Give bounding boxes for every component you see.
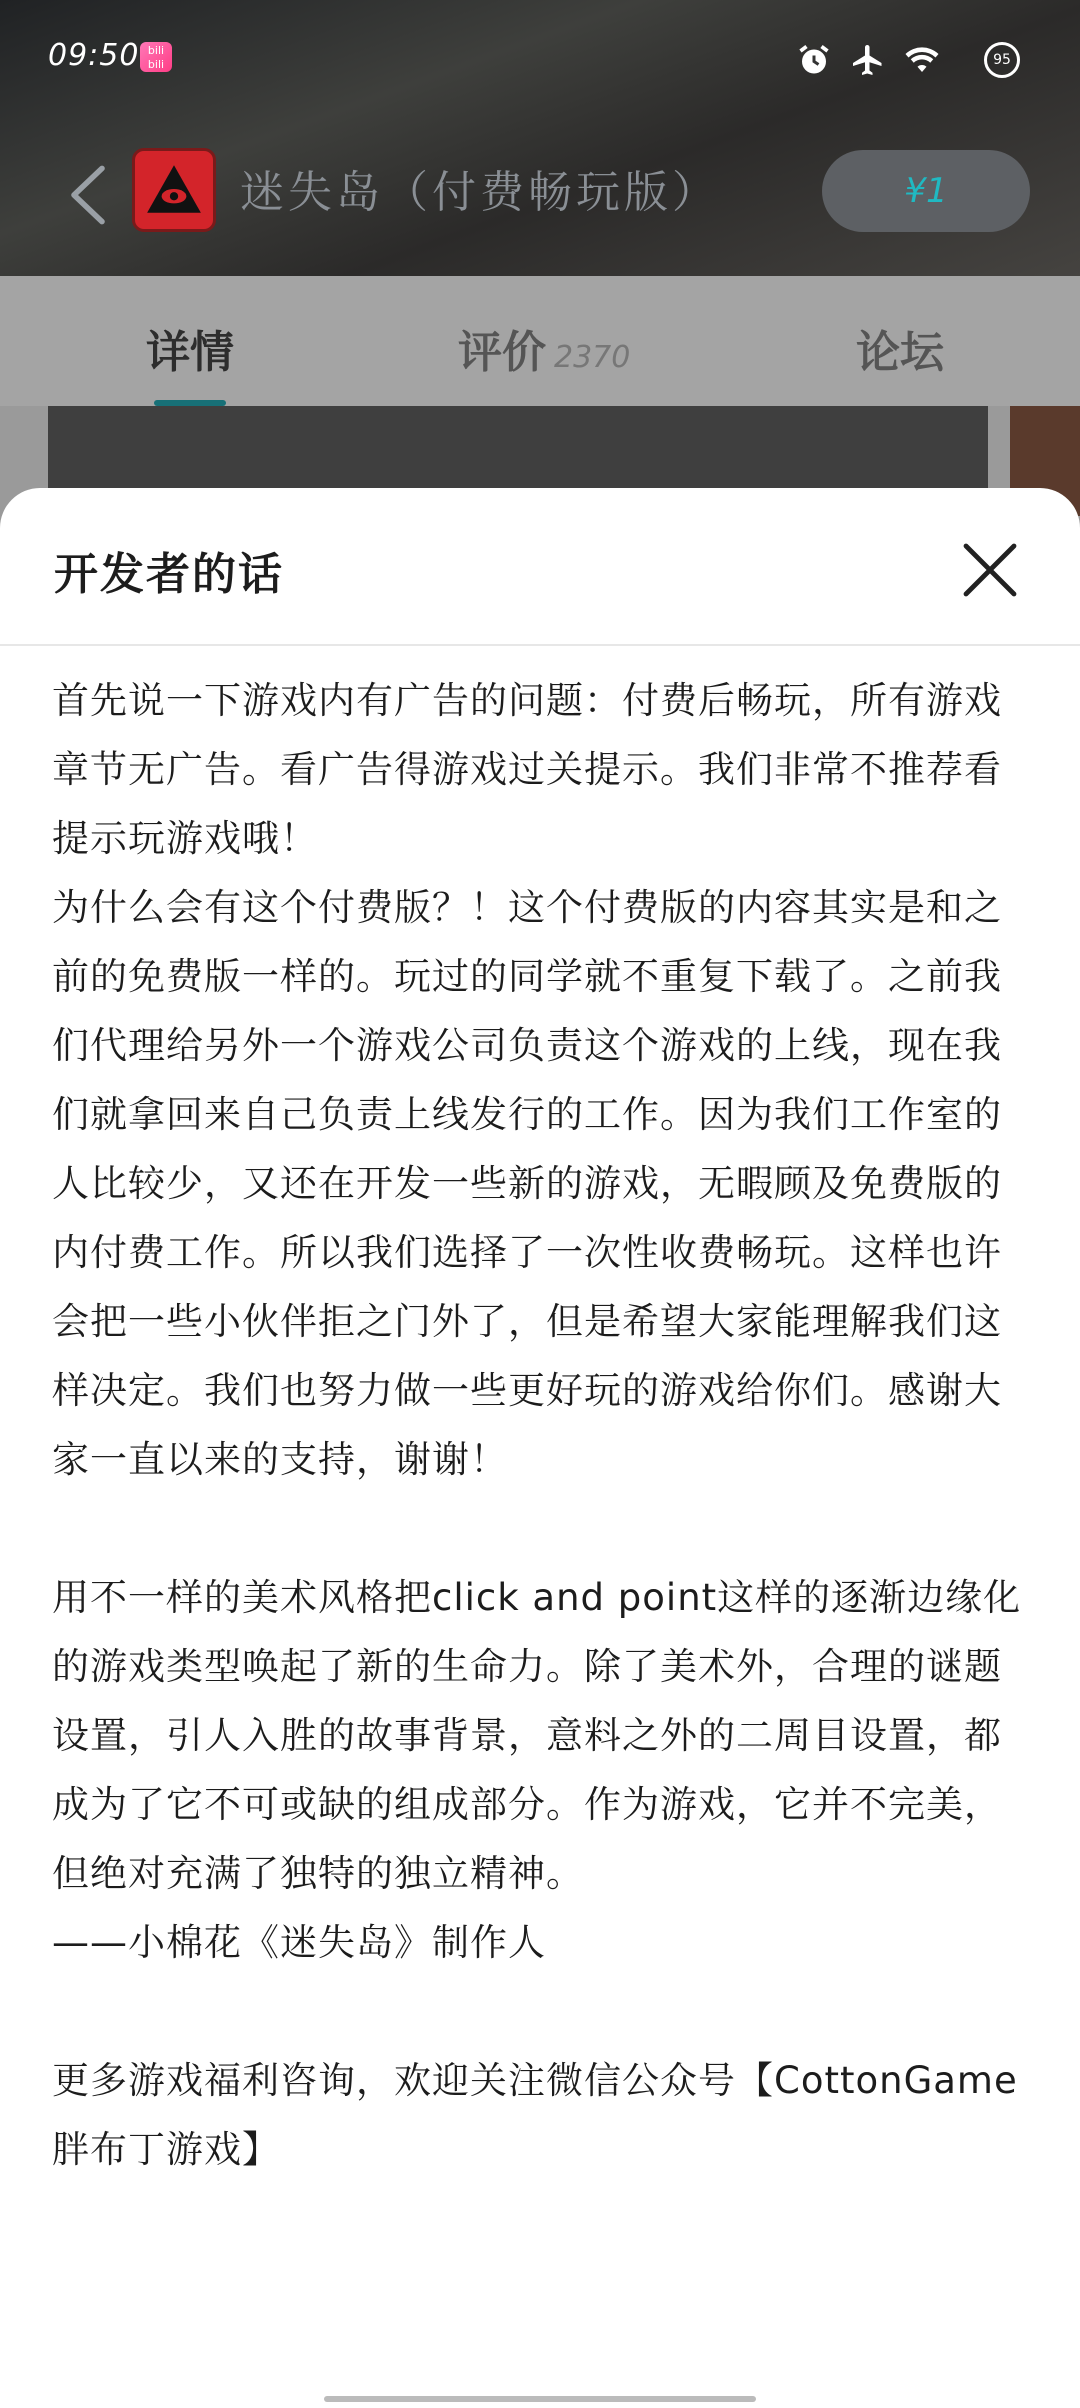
battery-icon: 95 [984,42,1020,78]
header-background [0,0,1080,276]
app-bar [0,130,1080,250]
developer-notes-sheet [0,488,1080,2408]
status-bar [0,0,1080,110]
eye-triangle-icon [143,159,205,221]
tab-reviews[interactable] [458,316,630,380]
airplane-icon [850,42,886,78]
home-indicator[interactable] [324,2396,756,2402]
app-title: 迷失岛（付费畅玩版） [240,167,720,218]
buy-button[interactable]: ¥1 [822,150,1030,232]
divider [0,644,1080,646]
review-count: 2370 [554,340,631,375]
developer-notes-text: 首先说一下游戏内有广告的问题：付费后畅玩，所有游戏章节无广告。看广告得游戏过关提示。我们非常不推荐看提示玩游戏哦！ 为什么会有这个付费版？！这个付费版的内容其实是和之前的免费版一样的。玩过的同学就不重复下载了。之前我们代理给另外一个游戏公司负责这个游戏的上线，现在我们就拿回来自己负责上线发行的工作。因为我们工作室的人比较少，又还在开发一些新的游戏，无暇顾及免费版的内付费工作。所以我们选择了一次性收费畅玩。这样也许会把一些小伙伴拒之门外了，但是希望大家能理解我们这样决定。我们也努力做一些更好玩的游戏给你们。感谢大家一直以来的支持，谢谢！ 用不一样的美术风格把click and point这样的逐渐边缘化的游戏类型唤起了新的生命力。除了美术外，合理的谜题设置，引人入胜的故事背景，意料之外的二周目设置，都成为了它不可或缺的组成部分。作为游戏，它并不完美，但绝对充满了独特的独立精神。 ——小棉花《迷失岛》制作人 更多游戏福利咨询，欢迎关注微信公众号【CottonGame胖布丁游戏】 [52,679,1022,2171]
back-button[interactable] [60,160,116,230]
tab-details[interactable]: 详情 [146,327,234,378]
tab-bar [0,276,1080,406]
status-icons [796,40,1020,80]
tab-forum[interactable]: 论坛 [856,327,944,378]
alarm-icon [796,42,832,78]
wifi-icon [904,42,940,78]
status-time: 09:50 [48,38,140,73]
sheet-title: 开发者的话 [54,549,284,600]
bilibili-icon: bili bili [140,42,172,72]
app-icon [132,148,216,232]
tab-reviews-label: 评价 [458,327,546,378]
close-icon[interactable] [960,540,1020,600]
